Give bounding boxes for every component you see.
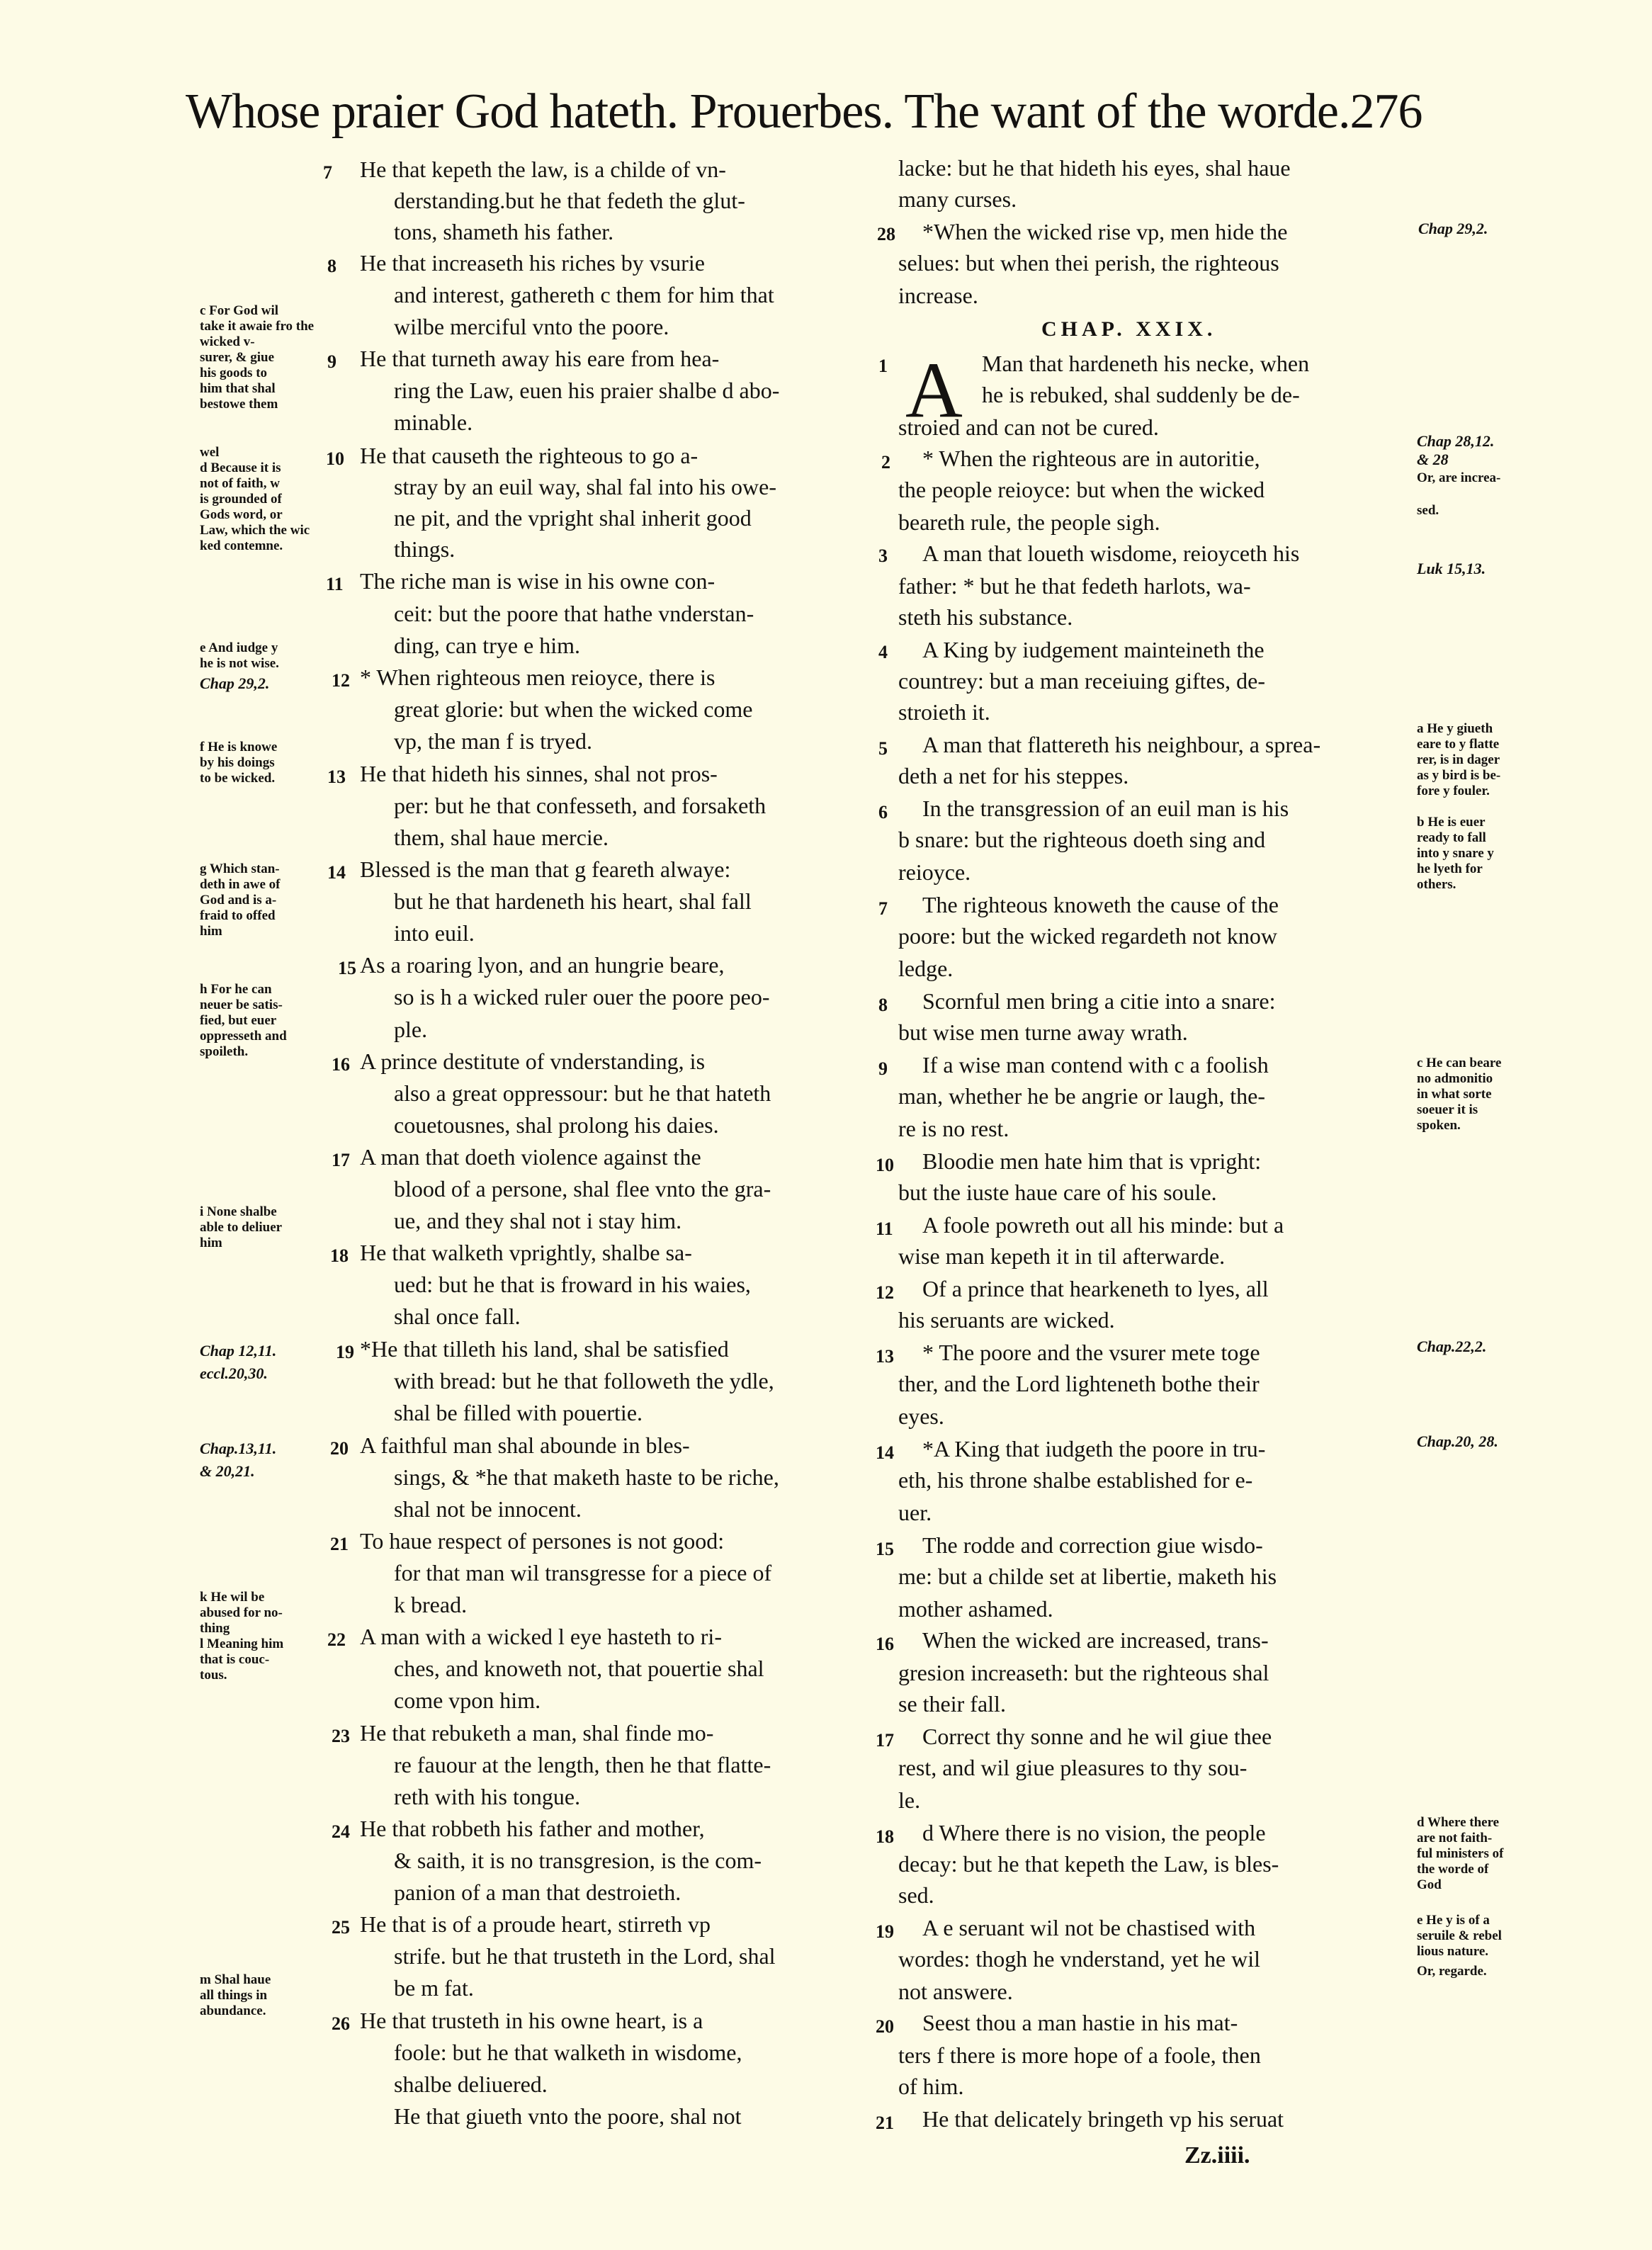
margin-note: ready to fall	[1417, 830, 1486, 845]
verse-number: 26	[332, 2013, 350, 2034]
text-line: come vpon him.	[394, 1688, 541, 1713]
text-line: shal once fall.	[394, 1304, 521, 1329]
text-line: *A King that iudgeth the poore in tru-	[922, 1436, 1266, 1462]
margin-note: God	[1417, 1877, 1442, 1892]
text-line: but he that hardeneth his heart, shal fall	[394, 888, 752, 914]
margin-note: seruile & rebel	[1417, 1928, 1502, 1943]
margin-note: Chap 29,2.	[1418, 220, 1488, 237]
text-line: ceit: but the poore that hathe vnderstan-	[394, 601, 754, 626]
margin-note: are not faith-	[1417, 1831, 1493, 1845]
verse-number: 19	[876, 1921, 894, 1942]
verse-number: 17	[332, 1150, 350, 1170]
text-line: A man with a wicked l eye hasteth to ri-	[360, 1624, 722, 1649]
margin-note: l Meaning him	[200, 1636, 284, 1651]
margin-note: m Shal haue	[200, 1972, 271, 1987]
text-line: He that hideth his sinnes, shal not pros-	[360, 761, 718, 786]
text-line: He that kepeth the law, is a childe of vn-	[360, 157, 726, 182]
text-line: He that robbeth his father and mother,	[360, 1816, 705, 1841]
margin-note: his goods to	[200, 366, 268, 380]
margin-note: c For God wil	[200, 303, 279, 318]
text-line: *He that tilleth his land, shal be satisfied	[360, 1336, 729, 1362]
verse-number: 22	[327, 1629, 346, 1650]
running-header: Whose praier God hateth. Prouerbes. The want of the worde.276	[186, 84, 1422, 139]
text-line: Correct thy sonne and he wil giue thee	[922, 1724, 1272, 1749]
margin-note: he lyeth for	[1417, 861, 1483, 876]
verse-number: 11	[326, 574, 344, 594]
margin-note: him that shal	[200, 381, 276, 396]
verse-number: 8	[327, 256, 336, 276]
verse-number: 15	[876, 1539, 894, 1559]
text-line: He that causeth the righteous to go a-	[360, 443, 698, 468]
text-line: deth a net for his steppes.	[898, 763, 1129, 788]
margin-note: & 28	[1417, 451, 1449, 468]
text-line: d Where there is no vision, the people	[922, 1820, 1266, 1845]
margin-note: fore y fouler.	[1417, 784, 1490, 798]
margin-note: Chap.20, 28.	[1417, 1432, 1498, 1450]
text-line: Scornful men bring a citie into a snare:	[922, 988, 1276, 1014]
verse-number: 14	[327, 862, 346, 883]
text-line: uer.	[898, 1500, 932, 1525]
verse-number: 5	[878, 738, 888, 759]
margin-note: lious nature.	[1417, 1944, 1489, 1959]
verse-number: 10	[326, 448, 344, 469]
margin-note: ked contemne.	[200, 538, 283, 553]
text-line: for that man wil transgresse for a piece of	[394, 1560, 772, 1585]
text-line: se their fall.	[898, 1691, 1006, 1717]
text-line: He that is of a proude heart, stirreth vp	[360, 1911, 711, 1937]
text-line: derstanding.but he that fedeth the glut-	[394, 188, 745, 213]
verse-number: 18	[876, 1826, 894, 1847]
margin-note: to be wicked.	[200, 771, 276, 786]
margin-note: take it awaie fro the	[200, 319, 315, 334]
margin-note: Chap 12,11.	[200, 1342, 277, 1359]
verse-number: 3	[878, 545, 888, 566]
text-line: A man that flattereth his neighbour, a sprea-	[922, 732, 1321, 757]
text-line: increase.	[898, 283, 978, 308]
text-line: panion of a man that destroieth.	[394, 1879, 681, 1905]
text-line: vp, the man f is tryed.	[394, 728, 592, 754]
verse-number: 28	[877, 224, 895, 244]
verse-number: 7	[878, 898, 888, 919]
verse-number: 2	[881, 452, 890, 473]
text-line: beareth rule, the people sigh.	[898, 509, 1160, 535]
text-line: k bread.	[394, 1592, 468, 1617]
text-line: ledge.	[898, 956, 954, 981]
margin-note: Luk 15,13.	[1417, 560, 1486, 577]
text-line: ding, can trye e him.	[394, 633, 581, 658]
text-line: b snare: but the righteous doeth sing and	[898, 827, 1266, 852]
verse-number: 24	[332, 1821, 350, 1842]
text-line: A King by iudgement mainteineth the	[922, 637, 1265, 662]
verse-number: 20	[876, 2016, 894, 2037]
text-line: his seruants are wicked.	[898, 1307, 1115, 1333]
margin-note: g Which stan-	[200, 861, 280, 876]
text-line: * When the righteous are in autoritie,	[922, 446, 1260, 471]
text-line: ne pit, and the vpright shal inherit good	[394, 505, 752, 531]
verse-number: 16	[876, 1634, 894, 1654]
text-line: Bloodie men hate him that is vpright:	[922, 1148, 1262, 1174]
verse-number: 7	[323, 162, 332, 183]
verse-number: 23	[332, 1726, 350, 1746]
text-line: eth, his throne shalbe established for e-	[898, 1467, 1253, 1493]
text-line: so is h a wicked ruler ouer the poore peo-	[394, 984, 770, 1010]
margin-note: k He wil be	[200, 1590, 265, 1605]
margin-note: others.	[1417, 877, 1456, 892]
verse-number: 21	[876, 2113, 894, 2133]
text-line: me: but a childe set at libertie, maketh his	[898, 1564, 1277, 1589]
verse-number: 8	[878, 995, 888, 1015]
verse-number: 13	[327, 767, 346, 787]
text-line: strife. but he that trusteth in the Lord, shal	[394, 1943, 776, 1969]
text-line: but the iuste haue care of his soule.	[898, 1180, 1217, 1205]
text-line: of him.	[898, 2074, 964, 2099]
margin-note: God and is a-	[200, 893, 277, 908]
margin-note: rer, is in dager	[1417, 752, 1500, 767]
margin-note: i None shalbe	[200, 1204, 277, 1219]
text-line: Seest thou a man hastie in his mat-	[922, 2010, 1238, 2035]
margin-note: Or, are increa-	[1417, 470, 1501, 485]
verse-number: 9	[327, 351, 336, 372]
margin-note: spoken.	[1417, 1118, 1461, 1133]
margin-note: fied, but euer	[200, 1013, 277, 1028]
margin-note: thing	[200, 1621, 230, 1636]
text-line: wilbe merciful vnto the poore.	[394, 314, 669, 339]
text-line: He that giueth vnto the poore, shal not	[394, 2103, 742, 2129]
margin-note: neuer be satis-	[200, 997, 283, 1012]
text-line: ue, and they shal not i stay him.	[394, 1208, 682, 1233]
margin-note: into y snare y	[1417, 846, 1494, 861]
text-line: re fauour at the length, then he that flatte-	[394, 1752, 771, 1777]
margin-note: spoileth.	[200, 1044, 249, 1059]
margin-note: f He is knowe	[200, 740, 278, 754]
margin-note: he is not wise.	[200, 656, 279, 671]
text-line: The righteous knoweth the cause of the	[922, 892, 1279, 917]
margin-note: wel	[200, 445, 220, 460]
margin-note: Chap.22,2.	[1417, 1338, 1487, 1355]
text-line: eyes.	[898, 1403, 944, 1429]
text-line: stroied and can not be cured.	[898, 414, 1159, 440]
margin-note: e And iudge y	[200, 640, 278, 655]
verse-number: 12	[876, 1282, 894, 1303]
text-line: He that increaseth his riches by vsurie	[360, 250, 705, 276]
text-line: He that trusteth in his owne heart, is a	[360, 2008, 703, 2033]
verse-number: 13	[876, 1346, 894, 1367]
text-line: He that rebuketh a man, shal finde mo-	[360, 1720, 714, 1746]
text-line: ters f there is more hope of a foole, then	[898, 2042, 1261, 2068]
verse-number: 17	[876, 1730, 894, 1751]
text-line: * The poore and the vsurer mete toge	[922, 1340, 1260, 1365]
text-line: wise man kepeth it in til afterwarde.	[898, 1243, 1226, 1269]
margin-note: abused for no-	[200, 1605, 283, 1620]
margin-note: b He is euer	[1417, 815, 1486, 830]
text-line: In the transgression of an euil man is his	[922, 796, 1289, 821]
margin-note: wicked v-	[200, 334, 255, 349]
text-line: father: * but he that fedeth harlots, wa-	[898, 573, 1251, 599]
margin-note: is grounded of	[200, 492, 282, 507]
text-line: lacke: but he that hideth his eyes, shal haue	[898, 155, 1291, 181]
margin-note: e He y is of a	[1417, 1913, 1490, 1928]
text-line: ring the Law, euen his praier shalbe d abo-	[394, 378, 780, 403]
text-line: re is no rest.	[898, 1116, 1009, 1141]
text-line: gresion increaseth: but the righteous shal	[898, 1660, 1269, 1685]
text-line: ches, and knoweth not, that pouertie shal	[394, 1656, 764, 1681]
text-line: but wise men turne away wrath.	[898, 1019, 1188, 1045]
signature-mark: Zz.iiii.	[1184, 2142, 1250, 2169]
margin-note: as y bird is be-	[1417, 768, 1501, 783]
margin-note: deth in awe of	[200, 877, 281, 892]
margin-note: Or, regarde.	[1417, 1964, 1487, 1979]
text-line: & saith, it is no transgresion, is the com-	[394, 1848, 762, 1873]
text-line: minable.	[394, 409, 473, 435]
text-line: countrey: but a man receiuing giftes, de-	[898, 668, 1266, 694]
text-line: steth his substance.	[898, 604, 1073, 630]
text-line: A man that loueth wisdome, reioyceth his	[922, 541, 1300, 566]
margin-note: d Because it is	[200, 460, 281, 475]
text-line: A e seruant wil not be chastised with	[922, 1915, 1256, 1940]
text-line: ple.	[394, 1017, 428, 1042]
verse-number: 19	[336, 1342, 354, 1362]
text-line: The riche man is wise in his owne con-	[360, 568, 715, 594]
text-line: As a roaring lyon, and an hungrie beare,	[360, 952, 725, 978]
margin-note: abundance.	[200, 2003, 266, 2018]
text-line: A prince destitute of vnderstanding, is	[360, 1048, 706, 1074]
text-line: not answere.	[898, 1979, 1013, 2004]
margin-note: Chap 29,2.	[200, 674, 270, 692]
margin-note: c He can beare	[1417, 1056, 1502, 1070]
margin-note: Gods word, or	[200, 507, 283, 522]
text-line: foole: but he that walketh in wisdome,	[394, 2040, 742, 2065]
verse-number: 11	[876, 1219, 893, 1239]
verse-number: 12	[332, 670, 350, 691]
text-line: A faithful man shal abounde in bles-	[360, 1432, 690, 1458]
text-line: poore: but the wicked regardeth not know	[898, 923, 1277, 949]
margin-note: soeuer it is	[1417, 1102, 1478, 1117]
margin-note: d Where there	[1417, 1815, 1500, 1830]
margin-note: tous.	[200, 1668, 227, 1683]
margin-note: not of faith, w	[200, 476, 280, 491]
margin-note: fraid to offed	[200, 908, 276, 923]
margin-note: eare to y flatte	[1417, 737, 1500, 752]
text-line: rest, and wil giue pleasures to thy sou-	[898, 1755, 1248, 1780]
margin-note: ful ministers of	[1417, 1846, 1504, 1861]
margin-note: oppresseth and	[200, 1029, 287, 1044]
verse-number: 14	[876, 1442, 894, 1463]
margin-note: eccl.20,30.	[200, 1364, 268, 1382]
text-line: he is rebuked, shal suddenly be de-	[982, 382, 1300, 407]
verse-number: 16	[332, 1054, 350, 1075]
text-line: also a great oppressour: but he that hateth	[394, 1080, 771, 1106]
margin-note: & 20,21.	[200, 1462, 255, 1480]
margin-note: him	[200, 1236, 222, 1250]
text-line: reioyce.	[898, 859, 971, 885]
text-line: couetousnes, shal prolong his daies.	[394, 1112, 719, 1138]
text-line: If a wise man contend with c a foolish	[922, 1052, 1269, 1078]
margin-note: the worde of	[1417, 1862, 1489, 1877]
verse-number: 6	[878, 802, 888, 822]
text-line: them, shal haue mercie.	[394, 825, 609, 850]
verse-number: 20	[330, 1438, 349, 1459]
text-line: stray by an euil way, shal fal into his owe-	[394, 474, 777, 499]
margin-note: Chap 28,12.	[1417, 432, 1495, 450]
verse-number: 9	[878, 1058, 888, 1079]
text-line: mother ashamed.	[898, 1596, 1053, 1622]
text-line: decay: but he that kepeth the Law, is bles-	[898, 1851, 1279, 1877]
margin-note: bestowe them	[200, 397, 278, 412]
text-line: great glorie: but when the wicked come	[394, 696, 753, 722]
text-line: wordes: thogh he vnderstand, yet he wil	[898, 1946, 1260, 1972]
margin-note: Law, which the wic	[200, 523, 310, 538]
text-line: Of a prince that hearkeneth to lyes, all	[922, 1276, 1269, 1301]
text-line: and interest, gathereth c them for him that	[394, 282, 774, 307]
text-line: shal be filled with pouertie.	[394, 1400, 643, 1425]
text-line: Man that hardeneth his necke, when	[982, 351, 1310, 376]
text-line: the people reioyce: but when the wicked	[898, 477, 1265, 502]
margin-note: sed.	[1417, 503, 1439, 518]
verse-number: 1	[878, 356, 888, 376]
chapter-heading: CHAP. XXIX.	[1041, 317, 1217, 341]
text-line: blood of a persone, shal flee vnto the gra-	[394, 1176, 771, 1202]
verse-number: 4	[878, 642, 888, 662]
verse-number: 15	[338, 958, 356, 978]
text-line: ued: but he that is froward in his waies,	[394, 1272, 751, 1297]
text-line: le.	[898, 1787, 921, 1813]
text-line: sings, & *he that maketh haste to be riche,	[394, 1464, 779, 1490]
text-line: A man that doeth violence against the	[360, 1144, 701, 1170]
text-line: shal not be innocent.	[394, 1496, 582, 1522]
margin-note: all things in	[200, 1988, 268, 2003]
text-line: selues: but when thei perish, the righteous	[898, 250, 1279, 276]
text-line: To haue respect of persones is not good:	[360, 1528, 725, 1554]
text-line: A foole powreth out all his minde: but a	[922, 1212, 1284, 1238]
text-line: into euil.	[394, 920, 475, 946]
text-line: He that delicately bringeth vp his seruat	[922, 2106, 1284, 2132]
text-line: reth with his tongue.	[394, 1784, 581, 1809]
margin-note: no admonitio	[1417, 1071, 1493, 1086]
text-line: stroieth it.	[898, 699, 990, 725]
text-line: Blessed is the man that g feareth alwaye:	[360, 857, 731, 882]
margin-note: able to deliuer	[200, 1220, 283, 1235]
text-line: When the wicked are increased, trans-	[922, 1627, 1269, 1653]
text-line: He that walketh vprightly, shalbe sa-	[360, 1240, 692, 1265]
margin-note: in what sorte	[1417, 1087, 1492, 1102]
text-line: *When the wicked rise vp, men hide the	[922, 219, 1288, 244]
text-line: shalbe deliuered.	[394, 2071, 548, 2097]
margin-note: surer, & giue	[200, 350, 275, 365]
text-line: many curses.	[898, 186, 1017, 212]
margin-note: Chap.13,11.	[200, 1440, 277, 1457]
text-line: He that turneth away his eare from hea-	[360, 346, 720, 371]
text-line: * When righteous men reioyce, there is	[360, 665, 715, 690]
margin-note: h For he can	[200, 982, 272, 997]
text-line: per: but he that confesseth, and forsaketh	[394, 793, 766, 818]
verse-number: 18	[330, 1245, 349, 1266]
text-line: things.	[394, 536, 456, 562]
margin-note: a He y giueth	[1417, 721, 1493, 736]
text-line: tons, shameth his father.	[394, 219, 614, 244]
text-line: ther, and the Lord lighteneth bothe their	[898, 1371, 1260, 1396]
text-line: sed.	[898, 1882, 934, 1908]
text-line: with bread: but he that followeth the ydle,	[394, 1368, 774, 1393]
drop-cap: A	[905, 346, 963, 434]
margin-note: by his doings	[200, 755, 275, 770]
margin-note: that is couc-	[200, 1652, 270, 1667]
verse-number: 10	[876, 1155, 894, 1175]
margin-note: him	[200, 924, 222, 939]
verse-number: 25	[332, 1917, 350, 1938]
text-line: be m fat.	[394, 1975, 474, 2001]
text-line: The rodde and correction giue wisdo-	[922, 1532, 1263, 1558]
verse-number: 21	[330, 1534, 349, 1554]
text-line: man, whether he be angrie or laugh, the-	[898, 1083, 1266, 1109]
